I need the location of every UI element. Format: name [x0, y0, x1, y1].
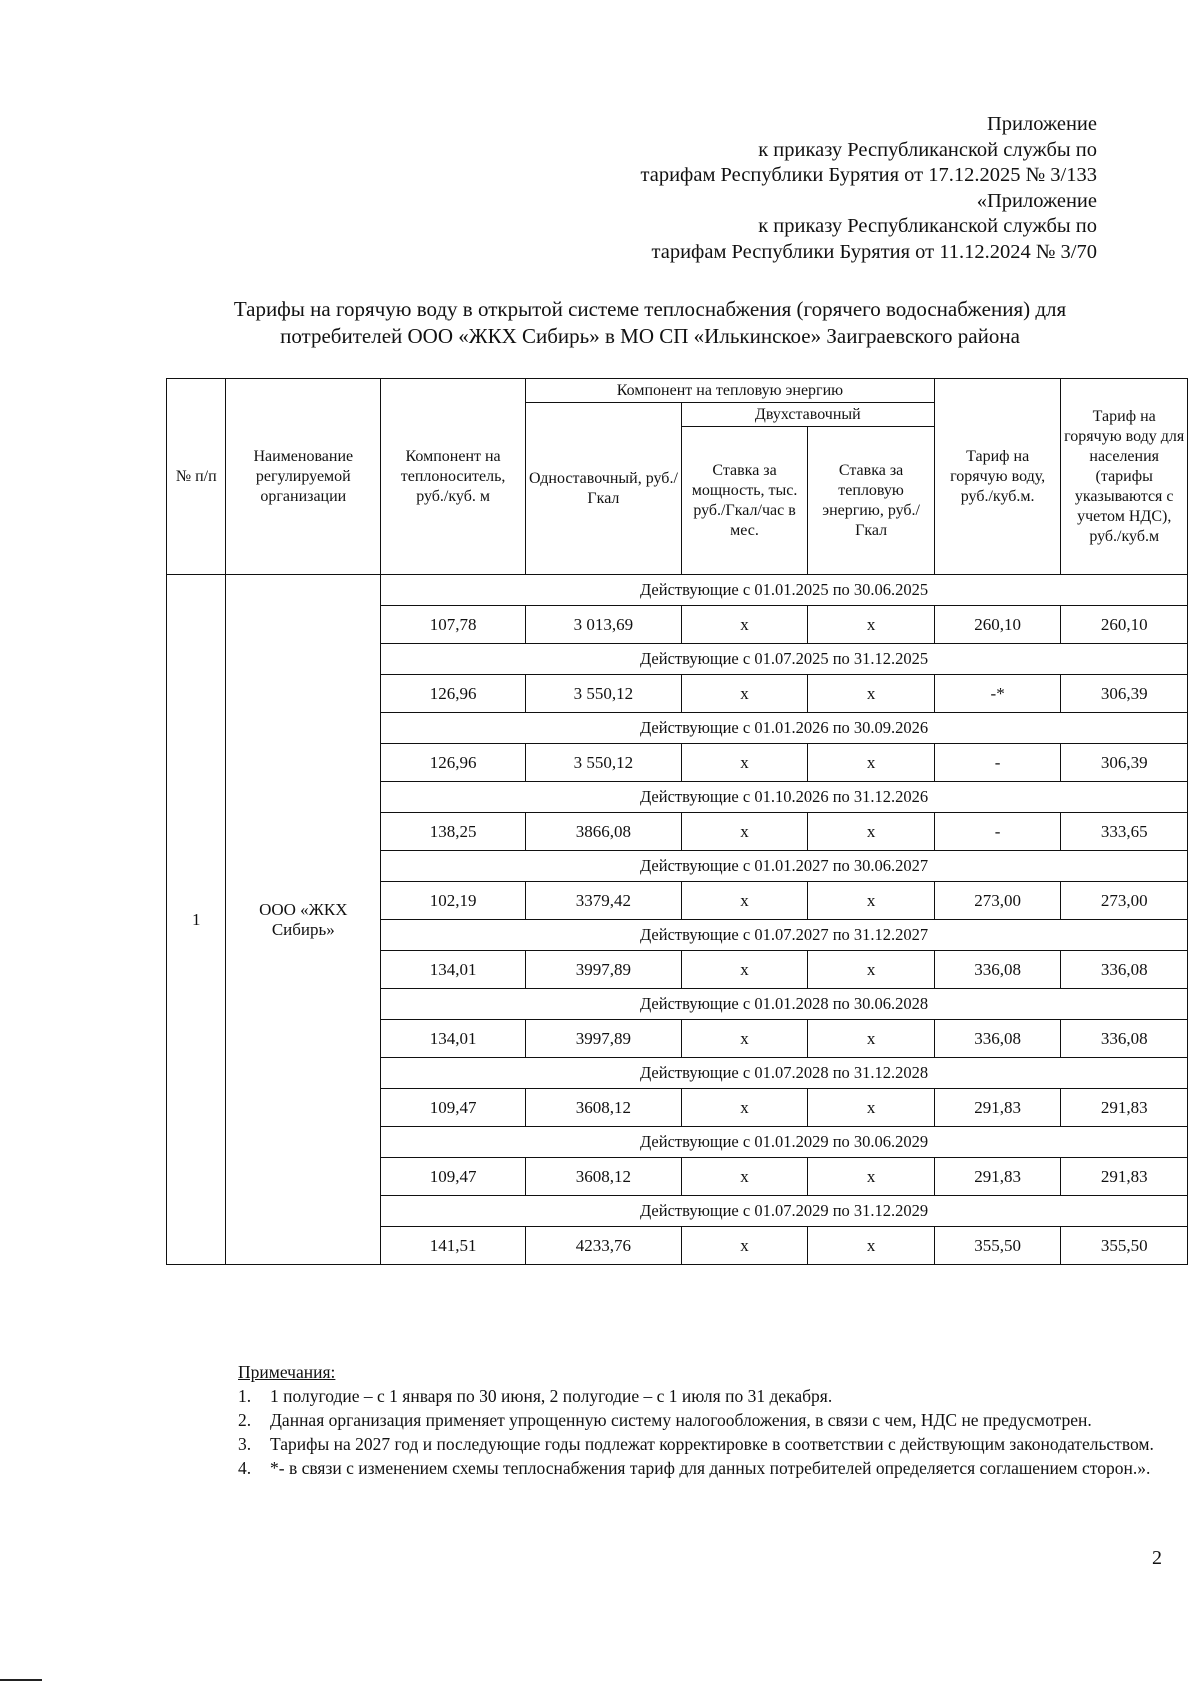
appendix-line: тарифам Республики Бурятия от 11.12.2024 № 3/70: [651, 240, 1097, 263]
cell-tariff-population: 306,39: [1061, 744, 1188, 782]
note-item: [238, 1410, 1188, 1431]
cell-tariff: 336,08: [934, 1020, 1061, 1058]
header-tariff-population: Тариф на горячую воду для населения (тарифы указываются с учетом НДС), руб./куб.м: [1061, 379, 1188, 575]
cell-tariff: 291,83: [934, 1089, 1061, 1127]
cell-energy-rate: х: [808, 675, 935, 713]
cell-carrier: 134,01: [381, 951, 526, 989]
header-two-part: Двухставочный: [681, 403, 934, 427]
header-capacity-rate: Ставка за мощность, тыс. руб./Гкал/час в мес.: [681, 427, 808, 575]
cell-single-rate: 3 013,69: [526, 606, 682, 644]
cell-tariff: -: [934, 813, 1061, 851]
header-single-rate: Одноставочный, руб./Гкал: [526, 403, 682, 575]
cell-single-rate: 3997,89: [526, 951, 682, 989]
title-line-2: потребителей ООО «ЖКХ Сибирь» в МО СП «Илькинское» Заиграевского района: [280, 324, 1020, 348]
cell-tariff: 273,00: [934, 882, 1061, 920]
cell-energy-rate: х: [808, 813, 935, 851]
cell-tariff: 355,50: [934, 1227, 1061, 1265]
cell-capacity-rate: х: [681, 813, 808, 851]
cell-tariff: 336,08: [934, 951, 1061, 989]
cell-carrier: 107,78: [381, 606, 526, 644]
cell-carrier: 141,51: [381, 1227, 526, 1265]
cell-tariff-population: 291,83: [1061, 1158, 1188, 1196]
scan-edge-mark: [0, 1679, 42, 1681]
cell-tariff: -: [934, 744, 1061, 782]
appendix-header: [457, 112, 1097, 265]
cell-capacity-rate: х: [681, 744, 808, 782]
period-label: Действующие с 01.10.2026 по 31.12.2026: [381, 782, 1188, 813]
cell-capacity-rate: х: [681, 675, 808, 713]
row-number: 1: [167, 575, 226, 1265]
header-energy-group: Компонент на тепловую энергию: [526, 379, 935, 403]
cell-capacity-rate: х: [681, 1158, 808, 1196]
appendix-line: к приказу Республиканской службы по: [758, 215, 1097, 237]
note-number: 3.: [238, 1434, 252, 1454]
title-line-1: Тарифы на горячую воду в открытой системе теплоснабжения (горячего водоснабжения) для: [233, 297, 1067, 321]
cell-energy-rate: х: [808, 882, 935, 920]
cell-tariff: 291,83: [934, 1158, 1061, 1196]
cell-carrier: 109,47: [381, 1089, 526, 1127]
note-item: [238, 1458, 1188, 1479]
note-number: 2.: [238, 1410, 252, 1430]
organization-name: ООО «ЖКХ Сибирь»: [226, 575, 381, 1265]
cell-carrier: 126,96: [381, 675, 526, 713]
header-tariff: Тариф на горячую воду, руб./куб.м.: [934, 379, 1061, 575]
notes-section: [238, 1362, 1188, 1479]
appendix-line: «Приложение: [976, 189, 1097, 212]
cell-single-rate: 3379,42: [526, 882, 682, 920]
cell-single-rate: 3866,08: [526, 813, 682, 851]
cell-capacity-rate: х: [681, 882, 808, 920]
cell-single-rate: 3 550,12: [526, 675, 682, 713]
cell-capacity-rate: х: [681, 1089, 808, 1127]
cell-energy-rate: х: [808, 1020, 935, 1058]
cell-tariff-population: 260,10: [1061, 606, 1188, 644]
notes-heading: Примечания:: [238, 1362, 336, 1382]
cell-capacity-rate: х: [681, 1227, 808, 1265]
cell-tariff-population: 355,50: [1061, 1227, 1188, 1265]
cell-carrier: 109,47: [381, 1158, 526, 1196]
note-text: 1 полугодие – с 1 января по 30 июня, 2 полугодие – с 1 июля по 31 декабря.: [270, 1386, 833, 1406]
note-number: 1.: [238, 1386, 252, 1406]
period-label: Действующие с 01.01.2026 по 30.09.2026: [381, 713, 1188, 744]
appendix-line: тарифам Республики Бурятия от 17.12.2025 № 3/133: [640, 164, 1097, 186]
cell-tariff: -*: [934, 675, 1061, 713]
cell-single-rate: 3608,12: [526, 1089, 682, 1127]
period-label: Действующие с 01.07.2027 по 31.12.2027: [381, 920, 1188, 951]
cell-carrier: 126,96: [381, 744, 526, 782]
cell-energy-rate: х: [808, 1158, 935, 1196]
period-label: Действующие с 01.01.2025 по 30.06.2025: [381, 575, 1188, 606]
cell-tariff-population: 273,00: [1061, 882, 1188, 920]
note-item: [238, 1434, 1188, 1455]
cell-energy-rate: х: [808, 606, 935, 644]
period-label: Действующие с 01.01.2029 по 30.06.2029: [381, 1127, 1188, 1158]
cell-tariff-population: 291,83: [1061, 1089, 1188, 1127]
cell-tariff-population: 306,39: [1061, 675, 1188, 713]
cell-tariff-population: 336,08: [1061, 1020, 1188, 1058]
note-text: Данная организация применяет упрощенную систему налогообложения, в связи с чем, НДС не предусмотрен.: [270, 1410, 1092, 1430]
cell-single-rate: 3997,89: [526, 1020, 682, 1058]
appendix-line: к приказу Республиканской службы по: [758, 138, 1097, 161]
cell-energy-rate: х: [808, 744, 935, 782]
cell-single-rate: 3608,12: [526, 1158, 682, 1196]
document-title: [150, 296, 1150, 350]
period-label: Действующие с 01.07.2028 по 31.12.2028: [381, 1058, 1188, 1089]
cell-single-rate: 4233,76: [526, 1227, 682, 1265]
period-label: Действующие с 01.01.2028 по 30.06.2028: [381, 989, 1188, 1020]
cell-energy-rate: х: [808, 1089, 935, 1127]
note-number: 4.: [238, 1458, 252, 1478]
header-carrier: Компонент на теплоноситель, руб./куб. м: [381, 379, 526, 575]
period-label: Действующие с 01.07.2025 по 31.12.2025: [381, 644, 1188, 675]
cell-tariff-population: 333,65: [1061, 813, 1188, 851]
header-org: Наименование регулируемой организации: [226, 379, 381, 575]
cell-energy-rate: х: [808, 951, 935, 989]
cell-tariff: 260,10: [934, 606, 1061, 644]
appendix-line: Приложение: [986, 113, 1097, 135]
cell-capacity-rate: х: [681, 1020, 808, 1058]
cell-energy-rate: х: [808, 1227, 935, 1265]
page-number: 2: [1152, 1547, 1162, 1569]
note-text: *- в связи с изменением схемы теплоснабжения тариф для данных потребителей определяется соглашением сторон.».: [270, 1458, 1151, 1478]
cell-carrier: 138,25: [381, 813, 526, 851]
cell-carrier: 102,19: [381, 882, 526, 920]
cell-capacity-rate: х: [681, 951, 808, 989]
cell-capacity-rate: х: [681, 606, 808, 644]
note-item: [238, 1386, 1188, 1407]
header-energy-rate: Ставка за тепловую энергию, руб./Гкал: [808, 427, 935, 575]
header-num: № п/п: [167, 379, 226, 575]
period-label: Действующие с 01.01.2027 по 30.06.2027: [381, 851, 1188, 882]
tariff-table: [166, 378, 1188, 1265]
period-label: Действующие с 01.07.2029 по 31.12.2029: [381, 1196, 1188, 1227]
cell-tariff-population: 336,08: [1061, 951, 1188, 989]
period-row: [167, 575, 1188, 606]
cell-carrier: 134,01: [381, 1020, 526, 1058]
note-text: Тарифы на 2027 год и последующие годы подлежат корректировке в соответствии с действующим законодательством.: [270, 1434, 1154, 1454]
cell-single-rate: 3 550,12: [526, 744, 682, 782]
